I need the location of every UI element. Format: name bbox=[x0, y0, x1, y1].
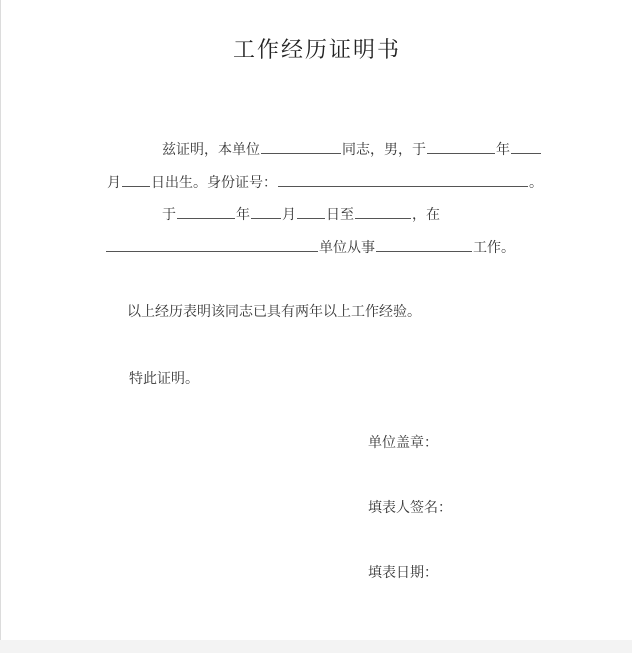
start-year-blank bbox=[177, 205, 235, 219]
text-from: 于 bbox=[162, 207, 176, 223]
text-month: 月 bbox=[107, 175, 121, 191]
birth-day-blank bbox=[122, 173, 150, 187]
id-number-blank bbox=[278, 173, 528, 187]
birth-month-blank bbox=[511, 140, 541, 154]
text-year: 年 bbox=[496, 142, 510, 158]
birth-year-blank bbox=[427, 140, 495, 154]
text-at: ，在 bbox=[412, 207, 440, 223]
text-period: 。 bbox=[529, 175, 543, 191]
end-date-blank bbox=[355, 205, 411, 219]
paragraph-1-line-2 bbox=[107, 173, 543, 192]
text-month-2: 月 bbox=[282, 207, 296, 223]
start-month-blank bbox=[251, 205, 281, 219]
text-born-id: 日出生。身份证号： bbox=[151, 175, 277, 191]
closing-text: 特此证明。 bbox=[129, 371, 199, 387]
job-blank bbox=[376, 238, 472, 252]
paragraph-2-line-2 bbox=[105, 238, 515, 257]
text-comrade-male: 同志，男，于 bbox=[342, 142, 426, 158]
text-engaged-in: 单位从事 bbox=[319, 240, 375, 256]
experience-statement: 以上经历表明该同志已具有两年以上工作经验。 bbox=[127, 304, 421, 320]
text-year-2: 年 bbox=[236, 207, 250, 223]
start-day-blank bbox=[297, 205, 325, 219]
date-label: 填表日期： bbox=[368, 565, 438, 581]
name-blank bbox=[261, 140, 341, 154]
paragraph-2-line-1 bbox=[162, 205, 440, 224]
seal-label: 单位盖章： bbox=[368, 435, 438, 451]
text-certify: 兹证明，本单位 bbox=[162, 142, 260, 158]
employer-blank bbox=[106, 238, 318, 252]
paragraph-1-line-1 bbox=[162, 140, 542, 159]
text-day-to: 日至 bbox=[326, 207, 354, 223]
document-title: 工作经历证明书 bbox=[232, 38, 401, 63]
text-work: 工作。 bbox=[473, 240, 515, 256]
signer-label: 填表人签名： bbox=[368, 500, 452, 516]
